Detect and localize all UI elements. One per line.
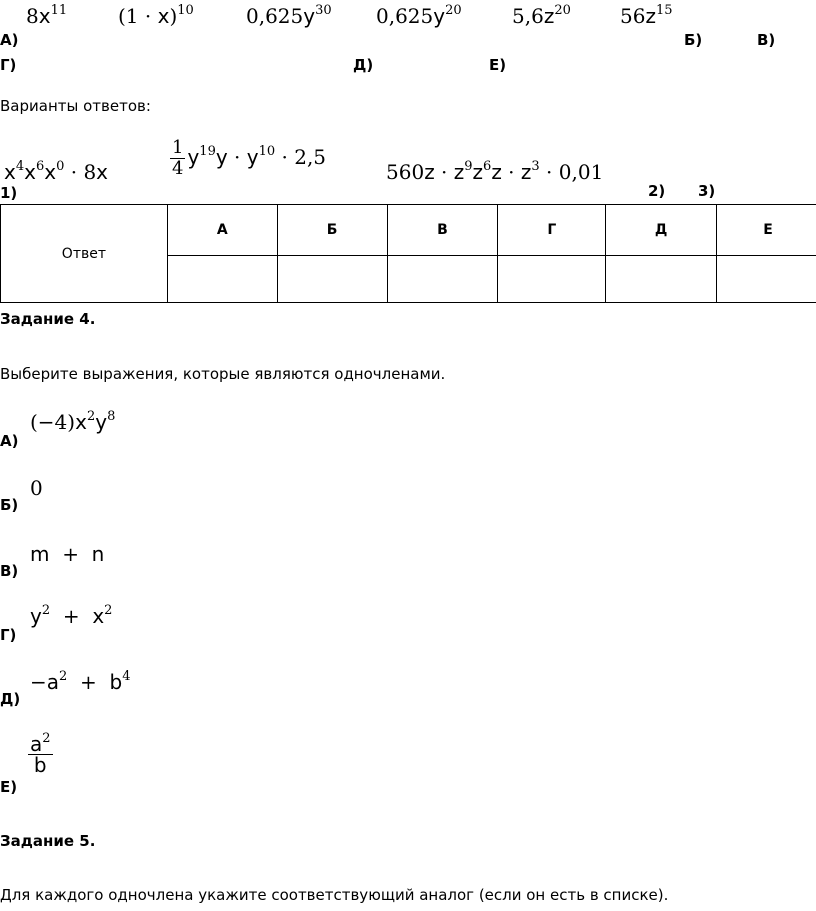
- monomial-d: $5,6z^{20}$: [512, 3, 571, 28]
- option-label-a: А): [0, 31, 19, 49]
- variant-1-expression: $x^4x^6x^0 \cdot 8x$: [4, 159, 109, 184]
- task4-instruction: Выберите выражения, которые являются одночленами.: [0, 365, 446, 383]
- option-label-b: Б): [684, 31, 703, 49]
- table-header-d: Д: [606, 205, 717, 256]
- option-label-g: Г): [0, 56, 17, 74]
- variant-2-expression: $\frac{1}{4}$ $y^{19}y \cdot y^{10} \cdot 2,5$: [172, 137, 327, 179]
- answer-cell-d[interactable]: [606, 256, 717, 303]
- variant-2-label: 2): [648, 182, 666, 200]
- monomial-a: $8x^{11}$: [26, 3, 68, 28]
- task4-option-d-expression: $-a^2 + b^4$: [30, 669, 131, 694]
- table-header-a: А: [167, 205, 277, 256]
- task4-option-d-label: Д): [0, 690, 21, 708]
- answer-cell-e[interactable]: [717, 256, 816, 303]
- task4-option-g-label: Г): [0, 626, 17, 644]
- task4-option-e-label: Е): [0, 778, 18, 796]
- task4-title: Задание 4.: [0, 310, 96, 328]
- monomial-e: $56z^{15}$: [620, 3, 673, 28]
- option-label-d: Д): [353, 56, 374, 74]
- task4-option-b-label: Б): [0, 496, 19, 514]
- monomial-g: $0,625y^{20}$: [376, 3, 462, 28]
- monomial-v: $0,625y^{30}$: [246, 3, 332, 28]
- variant-1-label: 1): [0, 184, 18, 202]
- variant-3-label: 3): [698, 182, 716, 200]
- answer-cell-a[interactable]: [167, 256, 277, 303]
- answer-cell-g[interactable]: [498, 256, 606, 303]
- option-label-e: Е): [489, 56, 507, 74]
- variant-3-expression: $560z \cdot z^9z^6z \cdot z^3 \cdot 0,01$: [386, 159, 604, 184]
- answer-table: [0, 204, 816, 303]
- task4-option-v-label: В): [0, 562, 19, 580]
- task4-option-a-expression: $(-4)x^2y^8$: [30, 409, 116, 434]
- task4-option-b-expression: 0: [30, 476, 43, 500]
- task5-title: Задание 5.: [0, 832, 96, 850]
- answer-cell-b[interactable]: [277, 256, 387, 303]
- task4-option-g-expression: $y^2 + x^2$: [30, 603, 113, 628]
- option-label-v: В): [757, 31, 776, 49]
- monomial-b: $(1 \cdot x)^{10}$: [118, 3, 194, 28]
- table-header-v: В: [387, 205, 498, 256]
- answer-cell-v[interactable]: [387, 256, 498, 303]
- task4-option-e-expression: $\frac{a^2}{b}$: [30, 731, 51, 777]
- answer-row-label: Ответ: [1, 205, 168, 303]
- table-header-b: Б: [277, 205, 387, 256]
- task5-instruction: Для каждого одночлена укажите соответствующий аналог (если он есть в списке).: [0, 886, 669, 904]
- table-header-e: Е: [717, 205, 816, 256]
- table-header-g: Г: [498, 205, 606, 256]
- task4-option-v-expression: m + n: [30, 542, 105, 566]
- task4-option-a-label: А): [0, 432, 19, 450]
- variants-heading: Варианты ответов:: [0, 97, 151, 115]
